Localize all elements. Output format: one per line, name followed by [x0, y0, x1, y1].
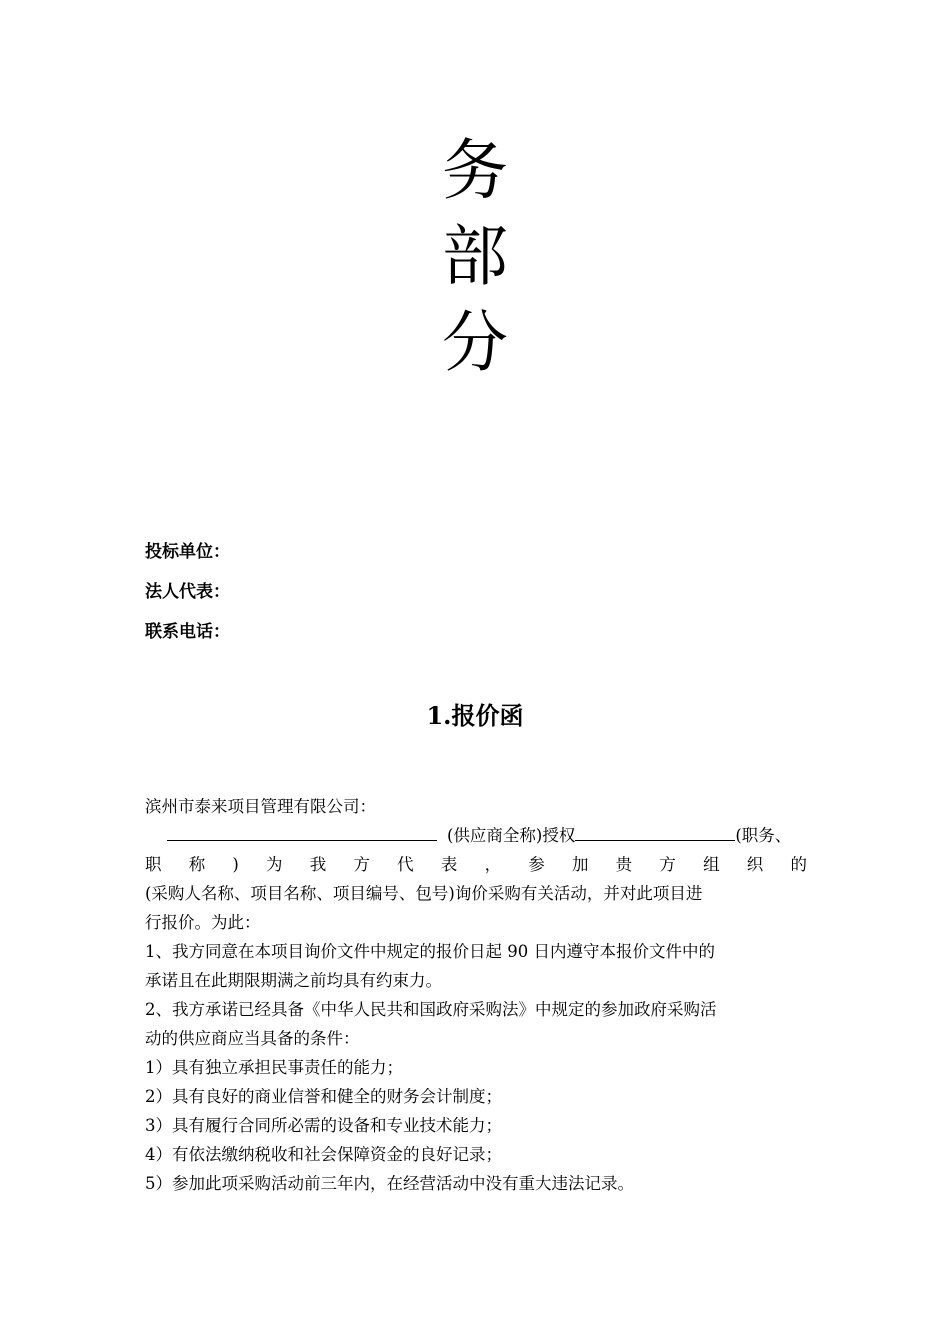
token: 织: [746, 855, 764, 874]
title-char: 分: [442, 304, 508, 381]
addressee: 滨州市泰来项目管理有限公司：: [145, 797, 376, 816]
token: 代: [397, 855, 414, 874]
token: 表: [440, 855, 458, 874]
token: 为: [266, 855, 283, 874]
title-char: 部: [442, 218, 508, 295]
token: ): [232, 855, 239, 874]
token: 我: [309, 855, 327, 874]
token: 职: [145, 855, 162, 874]
condition-item: 4）有依法缴纳税收和社会保障资金的良好记录；: [145, 1145, 502, 1164]
representative-blank: [575, 822, 735, 841]
vertical-title: [0, 128, 950, 386]
authorization-line: [145, 821, 807, 850]
token: 称: [188, 855, 206, 874]
auth-text-2: (职务、: [735, 826, 792, 845]
authorization-line-2: [145, 850, 807, 879]
auth-text-1: (供应商全称)授权: [447, 826, 576, 845]
condition-item: 5）参加此项采购活动前三年内，在经营活动中没有重大违法记录。: [145, 1174, 634, 1193]
item-1-line-2: 承诺且在此期限期满之前均具有约束力。: [145, 971, 442, 990]
bidder-info: [145, 532, 230, 652]
authorization-line-3: (采购人名称、项目名称、项目编号、包号)询价采购有关活动，并对此项目进: [145, 884, 703, 903]
token: 贵: [615, 855, 633, 874]
phone-label: 联系电话：: [145, 622, 230, 642]
token: 方: [659, 855, 676, 874]
legal-rep-label: 法人代表：: [145, 582, 230, 602]
token: 组: [703, 855, 720, 874]
token: 参: [528, 855, 545, 874]
token: ，: [484, 855, 502, 874]
quotation-letter: [145, 792, 807, 1198]
token: 加: [571, 855, 589, 874]
supplier-name-blank: [167, 822, 437, 841]
item-2-line-1: 2、我方承诺已经具备《中华人民共和国政府采购法》中规定的参加政府采购活: [145, 1000, 717, 1019]
bidder-label: 投标单位：: [145, 542, 230, 562]
condition-item: 2）具有良好的商业信誉和健全的财务会计制度；: [145, 1087, 502, 1106]
title-char: 务: [442, 132, 508, 209]
item-1-line-1: 1、我方同意在本项目询价文件中规定的报价日起 90 日内遵守本报价文件中的: [145, 942, 715, 961]
token: 方: [353, 855, 370, 874]
condition-item: 1）具有独立承担民事责任的能力；: [145, 1058, 403, 1077]
authorization-line-4: 行报价。为此：: [145, 913, 261, 932]
condition-item: 3）具有履行合同所必需的设备和专业技术能力；: [145, 1116, 502, 1135]
token: 的: [790, 855, 807, 874]
section-title: 1.报价函: [426, 701, 524, 730]
item-2-line-2: 动的供应商应当具备的条件：: [145, 1029, 360, 1048]
